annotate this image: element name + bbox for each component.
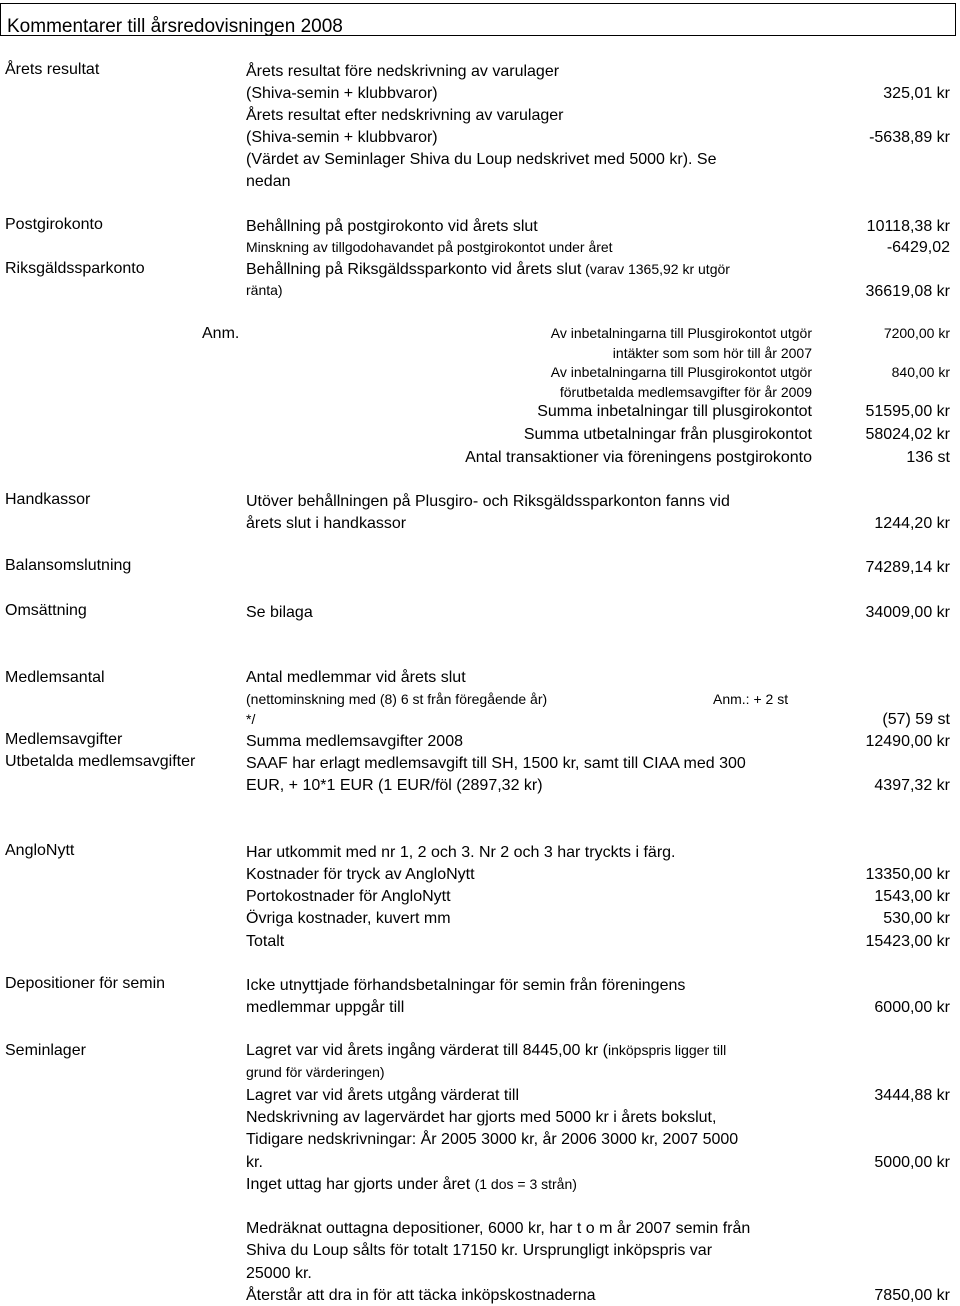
section-label-omsattning: Omsättning — [5, 602, 87, 619]
members-value-3: 4397,32 kr — [874, 777, 950, 794]
seminlager-line-8: Medräknat outtagna depositioner, 6000 kr, har t o m år 2007 semin från — [246, 1220, 751, 1237]
section-label-depositioner: Depositioner för semin — [5, 975, 166, 992]
anglonytt-value-5: 15423,00 kr — [865, 933, 950, 950]
anm-label: Anm. — [202, 325, 240, 342]
anm-value-2: 840,00 kr — [891, 364, 950, 380]
anglonytt-line-5: Totalt — [246, 933, 285, 950]
result-line-3: Årets resultat efter nedskrivning av varulager — [246, 107, 564, 124]
section-label-handkassor: Handkassor — [5, 491, 91, 508]
members-line-5: SAAF har erlagt medlemsavgift till SH, 1500 kr, samt till CIAA med 300 — [246, 755, 746, 772]
result-line-4: (Shiva-semin + klubbvaror) — [246, 129, 438, 146]
seminlager-line-7: Inget uttag har gjorts under året (1 dos = 3 strån) — [246, 1176, 577, 1193]
anm-row-5: Antal transaktioner via föreningens postgirokonto — [465, 449, 812, 466]
members-line-6: EUR, + 10*1 EUR (1 EUR/föl (2897,32 kr) — [246, 777, 543, 794]
members-anm: Anm.: + 2 st — [713, 691, 789, 707]
seminlager-line-9: Shiva du Loup sålts för totalt 17150 kr. Ursprungligt inköpspris var — [246, 1242, 713, 1259]
anglonytt-line-2: Kostnader för tryck av AngloNytt — [246, 866, 475, 883]
section-label-riksgald: Riksgäldssparkonto — [5, 260, 145, 277]
result-value-1: 325,01 kr — [883, 85, 950, 102]
seminlager-value-6: 5000,00 kr — [874, 1154, 950, 1171]
members-line-3: */ — [246, 711, 256, 727]
seminlager-line-6: kr. — [246, 1154, 263, 1171]
anm-row-2a: Av inbetalningarna till Plusgirokontot utgör — [550, 364, 812, 380]
members-line-4: Summa medlemsavgifter 2008 — [246, 733, 463, 750]
omsattning-value: 34009,00 kr — [865, 604, 950, 621]
anm-row-1b: intäkter som som hör till år 2007 — [612, 345, 812, 361]
seminlager-line-5: Tidigare nedskrivningar: År 2005 3000 kr, år 2006 3000 kr, 2007 5000 — [246, 1131, 739, 1148]
handkassor-value: 1244,20 kr — [874, 515, 950, 532]
anm-row-2b: förutbetalda medlemsavgifter för år 2009 — [559, 384, 812, 400]
seminlager-line-2: grund för värderingen) — [246, 1064, 385, 1080]
members-value-1: (57) 59 st — [882, 711, 950, 728]
seminlager-line-4: Nedskrivning av lagervärdet har gjorts med 5000 kr i årets bokslut, — [246, 1109, 717, 1126]
section-label-balans: Balansomslutning — [5, 557, 132, 574]
section-label-anglonytt: AngloNytt — [5, 842, 75, 859]
anm-value-3: 51595,00 kr — [865, 403, 950, 420]
anm-value-5: 136 st — [906, 449, 950, 466]
seminlager-value-3: 3444,88 kr — [874, 1087, 950, 1104]
section-label-medlemsavgifter: Medlemsavgifter — [5, 731, 123, 748]
anglonytt-value-4: 530,00 kr — [883, 910, 950, 927]
result-line-2: (Shiva-semin + klubbvaror) — [246, 85, 438, 102]
depositioner-line-1: Icke utnyttjade förhandsbetalningar för semin från föreningens — [246, 977, 686, 994]
members-line-2: (nettominskning med (8) 6 st från föregående år) — [246, 691, 548, 707]
omsattning-text: Se bilaga — [246, 604, 313, 621]
seminlager-line-1: Lagret var vid årets ingång värderat till 8445,00 kr (inköpspris ligger till — [246, 1042, 727, 1059]
section-label-medlemsantal: Medlemsantal — [5, 669, 105, 686]
anglonytt-value-2: 13350,00 kr — [865, 866, 950, 883]
seminlager-value-11: 7850,00 kr — [874, 1287, 950, 1304]
handkassor-line-2: årets slut i handkassor — [246, 515, 407, 532]
postgiro-line-2: Minskning av tillgodohavandet på postgirokontot under året — [246, 239, 613, 255]
postgiro-line-1: Behållning på postgirokonto vid årets slut — [246, 218, 538, 235]
anm-value-4: 58024,02 kr — [865, 426, 950, 443]
anm-row-3: Summa inbetalningar till plusgirokontot — [537, 403, 812, 420]
title-box — [0, 3, 956, 36]
postgiro-value-1: 10118,38 kr — [866, 218, 950, 235]
result-line-5: (Värdet av Seminlager Shiva du Loup nedskrivet med 5000 kr). Se — [246, 151, 717, 168]
riksgald-line-2: ränta) — [246, 282, 283, 298]
section-label-utbetalda: Utbetalda medlemsavgifter — [5, 753, 196, 770]
result-value-2: -5638,89 kr — [869, 129, 950, 146]
anglonytt-value-3: 1543,00 kr — [874, 888, 950, 905]
section-label-seminlager: Seminlager — [5, 1042, 86, 1059]
anm-value-1: 7200,00 kr — [883, 325, 950, 341]
seminlager-line-3: Lagret var vid årets utgång värderat till — [246, 1087, 520, 1104]
section-label-postgirokonto: Postgirokonto — [5, 216, 103, 233]
page-title: Kommentarer till årsredovisningen 2008 — [7, 16, 343, 37]
result-line-6: nedan — [246, 173, 291, 190]
anm-row-1a: Av inbetalningarna till Plusgirokontot utgör — [550, 325, 812, 341]
balans-value: 74289,14 kr — [865, 559, 950, 576]
anglonytt-line-4: Övriga kostnader, kuvert mm — [246, 910, 451, 927]
anm-row-4: Summa utbetalningar från plusgirokontot — [523, 426, 812, 443]
seminlager-line-10: 25000 kr. — [246, 1265, 312, 1282]
handkassor-line-1: Utöver behållningen på Plusgiro- och Riksgäldssparkonton fanns vid — [246, 493, 730, 510]
members-line-1: Antal medlemmar vid årets slut — [246, 669, 466, 686]
seminlager-line-11: Återstår att dra in för att täcka inköpskostnaderna — [246, 1287, 596, 1304]
members-value-2: 12490,00 kr — [865, 733, 950, 750]
depositioner-value: 6000,00 kr — [874, 999, 950, 1016]
riksgald-line-1: Behållning på Riksgäldssparkonto vid årets slut (varav 1365,92 kr utgör — [246, 261, 730, 278]
depositioner-line-2: medlemmar uppgår till — [246, 999, 405, 1016]
anglonytt-line-1: Har utkommit med nr 1, 2 och 3. Nr 2 och 3 har tryckts i färg. — [246, 844, 676, 861]
anglonytt-line-3: Portokostnader för AngloNytt — [246, 888, 451, 905]
riksgald-value: 36619,08 kr — [865, 283, 950, 300]
section-label-arets-resultat: Årets resultat — [5, 61, 100, 78]
result-line-1: Årets resultat före nedskrivning av varulager — [246, 63, 560, 80]
postgiro-value-2: -6429,02 — [886, 239, 950, 256]
